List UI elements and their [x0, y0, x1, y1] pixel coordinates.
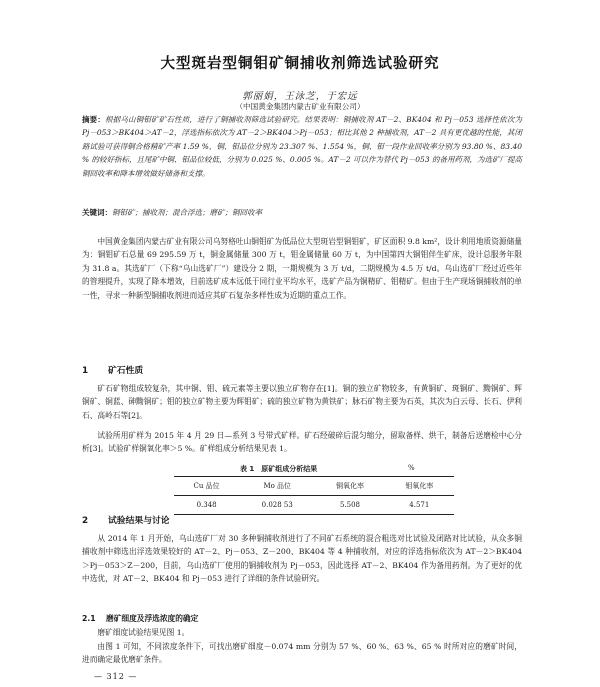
section-2-heading — [82, 513, 170, 526]
table-1-caption: 表 1 原矿组成分析结果 — [240, 465, 318, 473]
paper-affiliation: （中国黄金集团内蒙古矿业有限公司） — [235, 102, 365, 111]
subsection-2-1-paragraph-2: 由图 1 可知，不同浓度条件下，可找出磨矿细度－0.074 mm 分别为 57 %、60 %、63 %、65 % 时所对应的磨矿时间，进而确定最优磨矿条件。 — [82, 642, 522, 665]
table-header-row — [174, 477, 454, 496]
section-2-title: 试验结果与讨论 — [108, 516, 170, 526]
subsection-2-1-heading — [82, 613, 198, 624]
subsection-2-1-title: 磨矿细度及浮选浓度的确定 — [106, 614, 199, 623]
table-1-unit: % — [408, 464, 415, 472]
table-header-cell: Mo 品位 — [239, 477, 315, 496]
table-1 — [174, 476, 454, 515]
paper-authors: 郭丽娟，王泳芝，于宏远 — [242, 91, 358, 102]
abstract — [82, 113, 522, 180]
section-1-paragraph-2: 试验所用矿样为 2015 年 4 月 29 日—系列 3 号带式矿样。矿石经破碎后混匀缩分，留取备样、烘干，制备后送磨检中心分析[3]。试验矿样铜氧化率＞5 %。矿样组成分析结果见表 1。 — [82, 431, 522, 454]
intro-paragraph: 中国黄金集团内蒙古矿业有限公司乌努格吐山铜钼矿为低品位大型斑岩型铜钼矿，矿区面积 9.8 km²，设计利用地质资源储量为：铜钼矿石总量 69 295.59 万 t，铜金属储量 300 万 t，钼金属储量 60 万 t，为中国第四大铜钼伴生矿床，设计总服务年限为 31.8 a。其选矿厂（下称“乌山选矿厂”）建设分 2 期，一期规模为 3 万 t/d，二期规模为 4.5 万 t/d。乌山选矿厂经过近些年的管理提升，实现了降本增效，目前选矿成本远低于同行业平均水平，选矿产品为铜精矿、钼精矿。但由于生产现场铜捕收剂的单一性，寻求一种新型铜捕收剂进而适应其矿石复杂多样性成为近期的重点工作。 — [82, 237, 522, 300]
table-row — [174, 496, 454, 515]
section-1-paragraph-1: 矿石矿物组成较复杂，其中铜、钼、硫元素等主要以独立矿物存在[1]。铜的独立矿物较多，有黄铜矿、斑铜矿、黝铜矿、辉铜矿、铜蓝、砷黝铜矿；钼的独立矿物主要为辉钼矿；硫的独立矿物为黄铁矿；脉石矿物主要为石英，其次为白云母、长石、伊利石、高岭石等[2]。 — [82, 384, 522, 420]
section-1-title: 矿石性质 — [108, 366, 144, 376]
section-2-number: 2 — [82, 516, 89, 526]
section-1-number: 1 — [82, 366, 89, 376]
table-header-cell: 铜氧化率 — [315, 477, 384, 496]
table-cell: 4.571 — [385, 496, 454, 515]
table-cell: 0.348 — [174, 496, 239, 515]
keywords — [82, 207, 522, 219]
table-header-cell: 钼氧化率 — [385, 477, 454, 496]
section-2-paragraph-1: 从 2014 年 1 月开始，乌山选矿厂对 30 多种铜捕收剂进行了不同矿石系统的混合粗选对比试验及闭路对比试验，从众多铜捕收剂中筛选出浮选效果较好的 AT－2、Pj－053、Z－200、BK404 等 4 种捕收剂，对应的浮选指标依次为 AT－2＞BK404＞Pj－053＞Z－200，目前，乌山选矿厂使用的铜捕收剂为 Pj－053，因此选择 AT－2、BK404 作为备用药剂。为了更好的优中选优，对 AT－2、BK404 和 Pj－053 进行了详细的条件试验研究。 — [82, 534, 522, 584]
abstract-text: 根据乌山铜钼矿矿石性质，进行了铜捕收剂筛选试验研究。结果表明：铜捕收剂 AT－2、BK404 和 Pj－053 选择性依次为 Pj－053＞BK404＞AT－2，浮选指标依次为 AT－2＞BK404＞Pj－053；相比其他 2 种捕收剂，AT－2 具有更优越的性能，其闭路试验可获得铜合格精矿产率 1.59 %，铜、钼品位分别为 23.307 %、1.554 %，铜、钼一段作业回收率分别为 93.80 %、83.40 % 的较好指标，且尾矿中铜、钼品位较低，分别为 0.025 %、0.005 %。AT－2 可以作为替代 Pj－053 的备用药剂，为选矿厂提高铜回收率和降本增效做好储备和支撑。 — [82, 115, 522, 178]
subsection-2-1-number: 2.1 — [82, 614, 96, 623]
abstract-label: 摘要： — [82, 115, 106, 124]
table-cell: 0.028 53 — [239, 496, 315, 515]
paper-title: 大型斑岩型铜钼矿铜捕收剂筛选试验研究 — [160, 56, 440, 72]
table-cell: 5.508 — [315, 496, 384, 515]
subsection-2-1-paragraph-1: 磨矿细度试验结果见图 1。 — [97, 628, 190, 637]
table-header-cell: Cu 品位 — [174, 477, 239, 496]
keywords-text: 铜钼矿；捕收剂；混合浮选；磨矿；铜回收率 — [112, 208, 262, 217]
section-1-heading — [82, 363, 143, 376]
keywords-label: 关键词： — [82, 208, 112, 217]
page-number: — 312 — — [94, 672, 138, 681]
